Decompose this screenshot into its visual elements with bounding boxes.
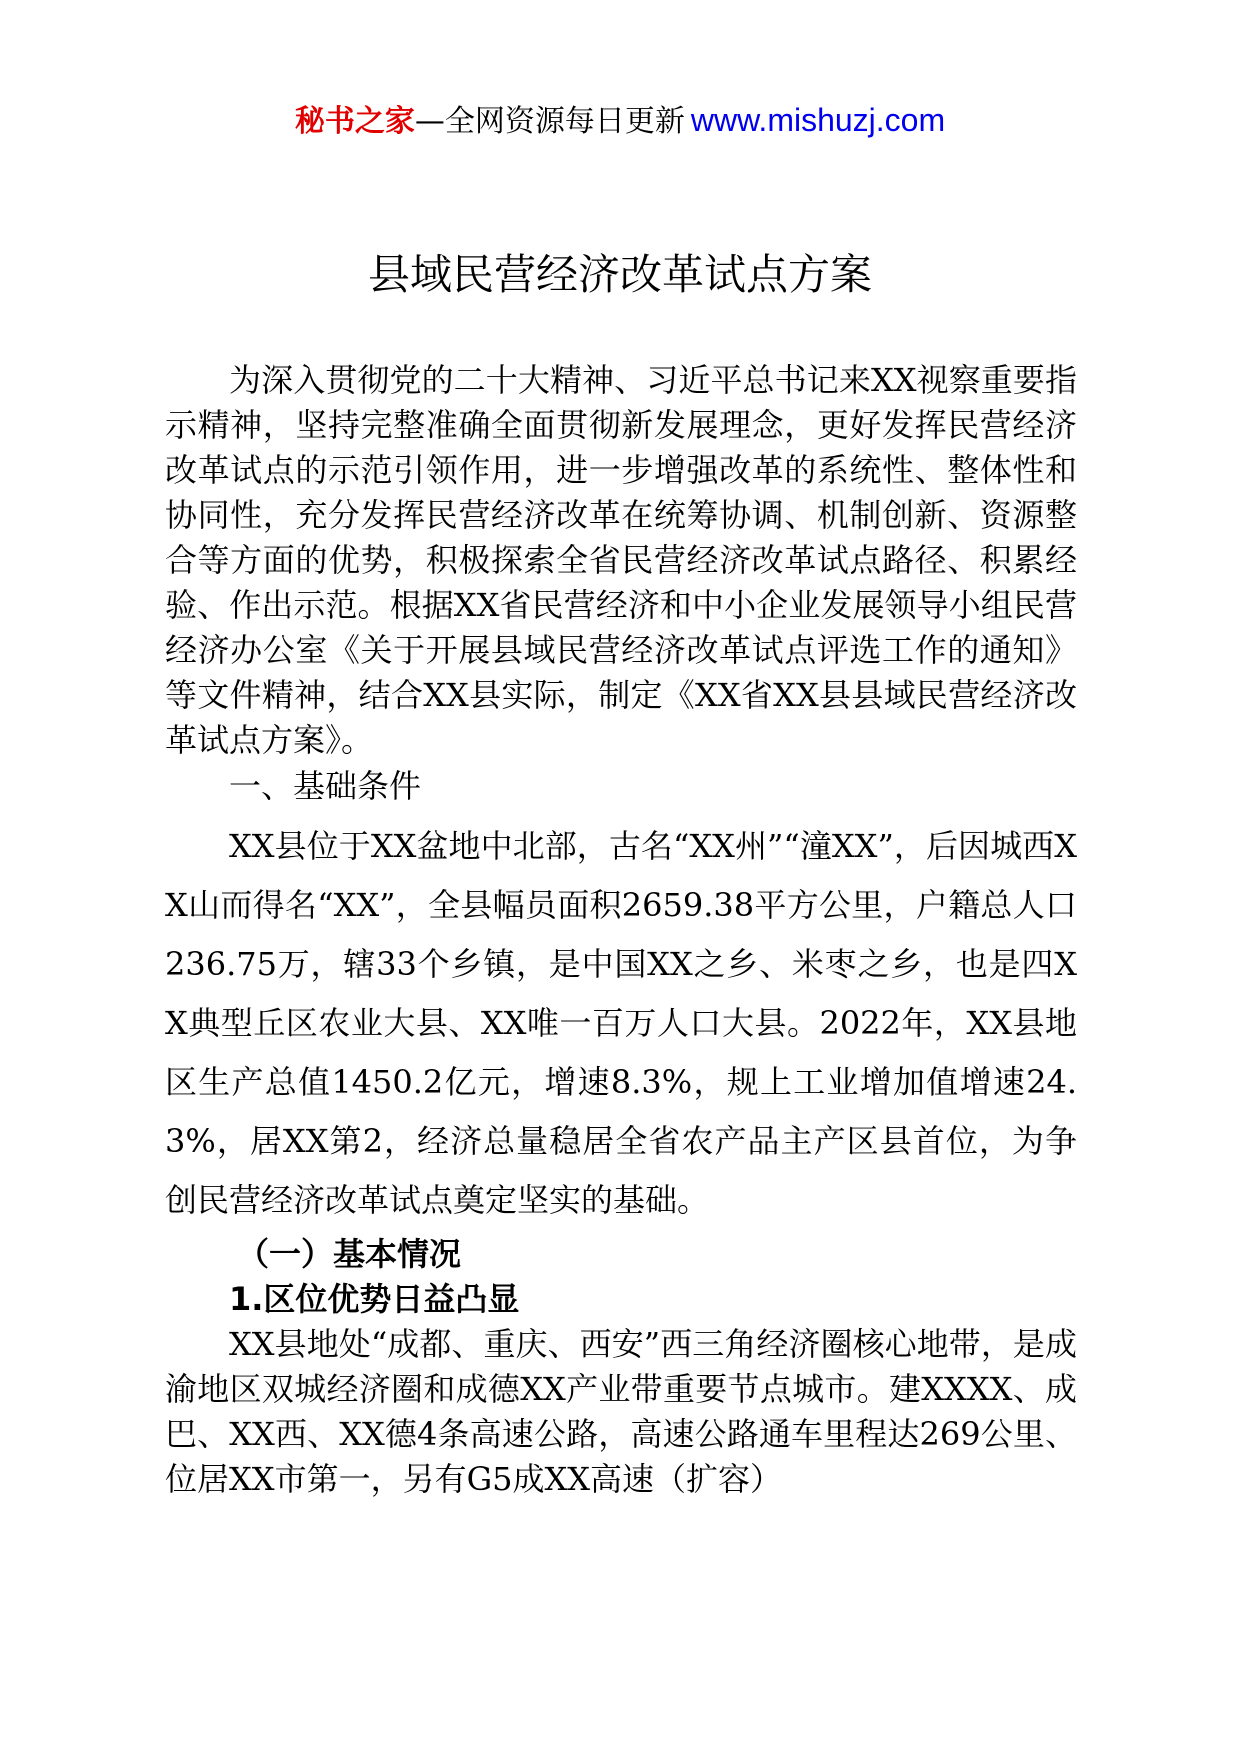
location-advantage-paragraph: XX县地处“成都、重庆、西安”西三角经济圈核心地带，是成渝地区双城经济圈和成德XX产业带重要节点城市。建XXXX、成巴、XX西、XX德4条高速公路，高速公路通车里程达269公里、位居XX市第一，另有G5成XX高速（扩容） [165,1325,1077,1498]
intro-paragraph: 为深入贯彻党的二十大精神、习近平总书记来XX视察重要指示精神，坚持完整准确全面贯彻新发展理念，更好发挥民营经济改革试点的示范引领作用，进一步增强改革的系统性、整体性和协同性，充分发挥民营经济改革在统筹协调、机制创新、资源整合等方面的优势，积极探索全省民营经济改革试点路径、积累经验、作出示范。根据XX省民营经济和中小企业发展领导小组民营经济办公室《关于开展县域民营经济改革试点评选工作的通知》等文件精神，结合XX县实际，制定《XX省XX县县域民营经济改革试点方案》。 [165,361,1077,759]
section-heading-basic-conditions: 一、基础条件 [229,767,422,805]
document-title: 县域民营经济改革试点方案 [367,250,872,299]
banner-url-link[interactable]: www.mishuzj.com [690,102,946,138]
site-banner [0,96,1240,140]
basic-conditions-paragraph: XX县位于XX盆地中北部，古名“XX州”“潼XX”，后因城西XX山而得名“XX”，全县幅员面积2659.38平方公里，户籍总人口236.75万，辖33个乡镇，是中国XX之乡、米枣之乡，也是四XX典型丘区农业大县、XX唯一百万人口大县。2022年，XX县地区生产总值1450.2亿元，增速8.3%，规上工业增加值增速24.3%，居XX第2，经济总量稳居全省农产品主产区县首位，为争创民营经济改革试点奠定坚实的基础。 [165,827,1077,1219]
banner-brand: 秘书之家 [294,104,415,139]
banner-tagline: —全网资源每日更新 [414,104,685,139]
subsection-heading-basic-situation: （一）基本情况 [237,1235,462,1273]
document-body [165,358,1077,1502]
item-heading-location-advantage: 1.区位优势日益凸显 [229,1280,520,1318]
